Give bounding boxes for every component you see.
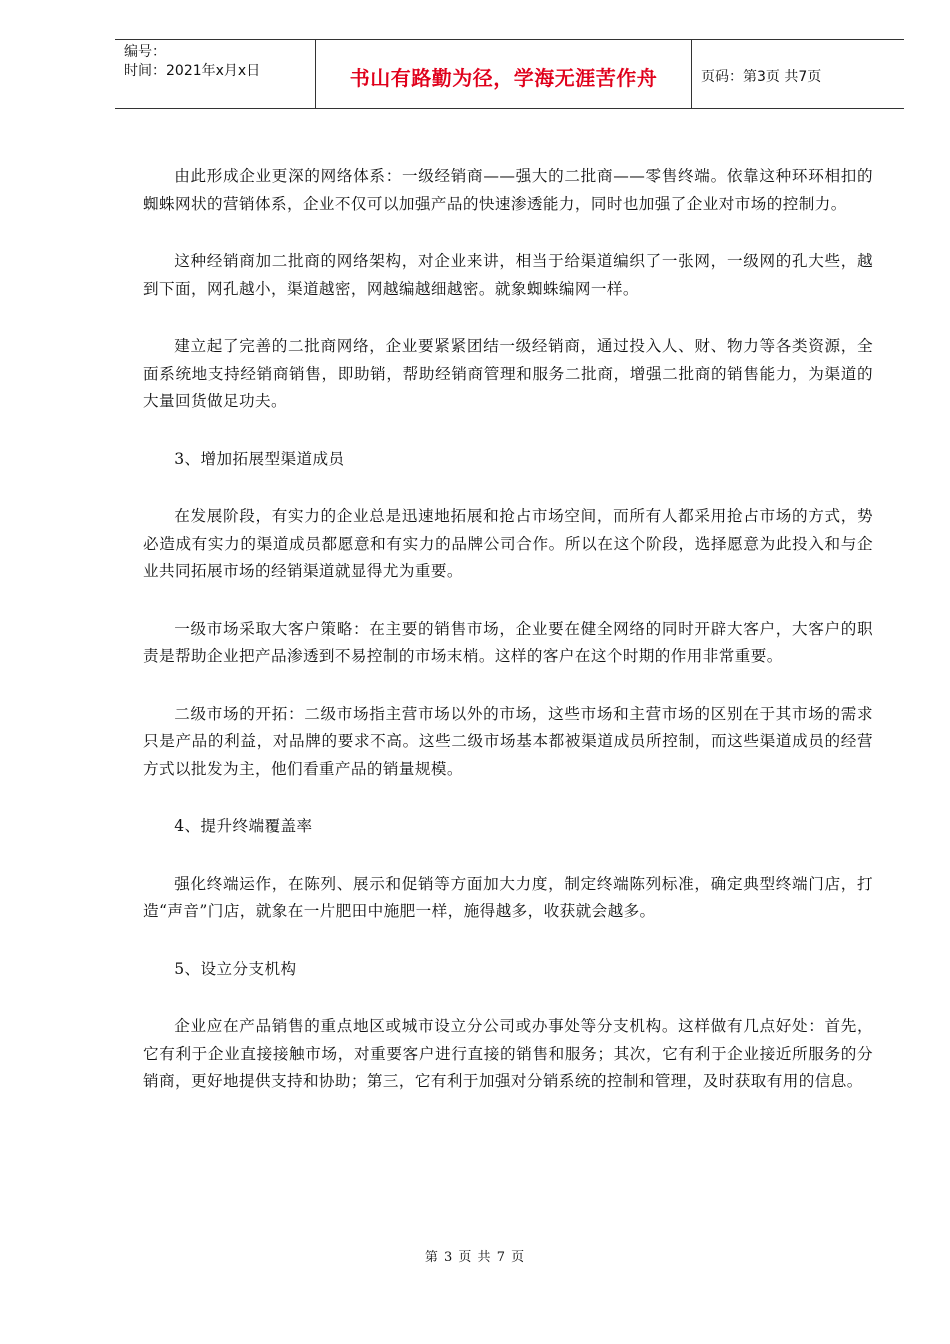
- body-paragraph: 在发展阶段，有实力的企业总是迅速地拓展和抢占市场空间，而所有人都采用抢占市场的方式，势必造成有实力的渠道成员都愿意和有实力的品牌公司合作。所以在这个阶段，选择愿意为此投入和与企业共同拓展市场的经销渠道就显得尤为重要。: [143, 507, 873, 580]
- header-page-info: 页码：第3页 共7页: [701, 69, 822, 85]
- body-paragraph: 企业应在产品销售的重点地区或城市设立分公司或办事处等分支机构。这样做有几点好处：首先，它有利于企业直接接触市场，对重要客户进行直接的销售和服务；其次，它有利于企业接近所服务的分销商，更好地提供支持和协助；第三，它有利于加强对分销系统的控制和管理，及时获取有用的信息。: [143, 1017, 873, 1090]
- body-paragraph: 由此形成企业更深的网络体系：一级经销商——强大的二批商——零售终端。依靠这种环环相扣的蜘蛛网状的营销体系，企业不仅可以加强产品的快速渗透能力，同时也加强了企业对市场的控制力。: [143, 167, 873, 213]
- header-motto-cell: [315, 40, 692, 108]
- document-body: [143, 163, 873, 1126]
- section-heading: 5、设立分支机构: [174, 959, 297, 978]
- header-page-cell: [691, 40, 904, 108]
- body-paragraph: 建立起了完善的二批商网络，企业要紧紧团结一级经销商，通过投入人、财、物力等各类资源，全面系统地支持经销商销售，即助销，帮助经销商管理和服务二批商，增强二批商的销售能力，为渠道的大量回货做足功夫。: [143, 337, 873, 410]
- body-paragraph: 强化终端运作，在陈列、展示和促销等方面加大力度，制定终端陈列标准，确定典型终端门店，打造“声音”门店，就象在一片肥田中施肥一样，施得越多，收获就会越多。: [143, 874, 873, 920]
- body-paragraph: 二级市场的开拓：二级市场指主营市场以外的市场，这些市场和主营市场的区别在于其市场的需求只是产品的利益，对品牌的要求不高。这些二级市场基本都被渠道成员所控制，而这些渠道成员的经营方式以批发为主，他们看重产品的销量规模。: [143, 704, 873, 778]
- section-heading: 4、提升终端覆盖率: [174, 817, 313, 835]
- header-meta-cell: [115, 40, 315, 108]
- document-time-label: 时间：2021年x月x日: [124, 63, 261, 79]
- page-header: [115, 39, 904, 109]
- document-number-label: 编号：: [124, 44, 166, 60]
- header-motto: 书山有路勤为径，学海无涯苦作舟: [349, 66, 658, 90]
- body-paragraph: 一级市场采取大客户策略：在主要的销售市场，企业要在健全网络的同时开辟大客户，大客户的职责是帮助企业把产品渗透到不易控制的市场末梢。这样的客户在这个时期的作用非常重要。: [143, 619, 873, 665]
- body-paragraph: 这种经销商加二批商的网络架构，对企业来讲，相当于给渠道编织了一张网，一级网的孔大些，越到下面，网孔越小，渠道越密，网越编越细越密。就象蜘蛛编网一样。: [143, 252, 873, 298]
- page-footer: 第 3 页 共 7 页: [424, 1250, 526, 1265]
- section-heading: 3、增加拓展型渠道成员: [174, 449, 345, 468]
